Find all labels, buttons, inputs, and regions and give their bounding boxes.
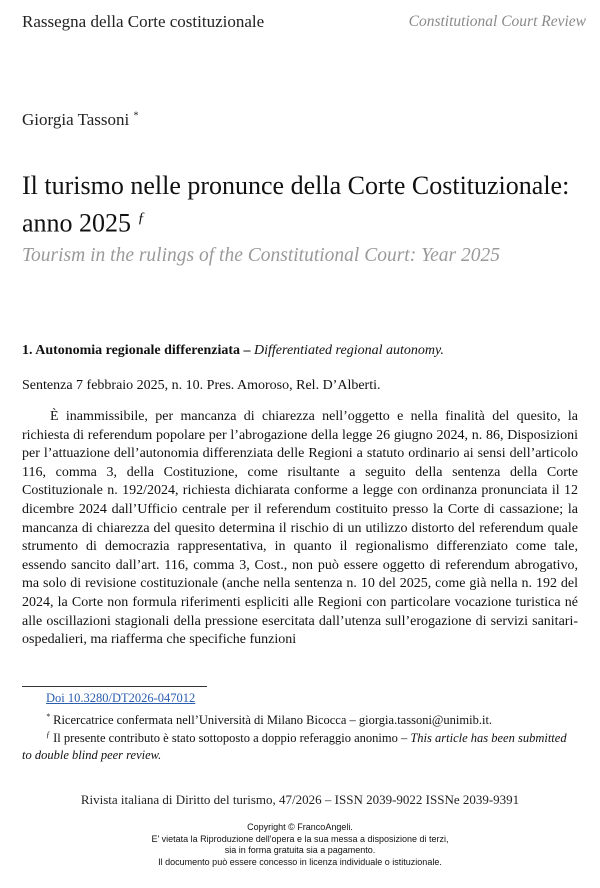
body-paragraph: È inammissibile, per mancanza di chiarezza nell’oggetto e nella finalità del quesito, la richiesta di referendum popolare per l’abrogazione della legge 26 giugno 2024, n. 86, Disposizioni per l’attuazione dell’autonomia differenziata delle Regioni a statuto ordinario ai sensi dell’articolo 116, comma 3, della Costituzione, come risultante a seguito della sentenza della Corte Costituzionale n. 192/2024, richiesta dichiarata conforme a legge con ordinanza pronunciata il 12 dicembre 2024 dall’Ufficio centrale per il referendum costituito presso la Corte di cassazione; la mancanza di chiarezza del quesito determina il rischio di un utilizzo distorto del referendum quale strumento di democrazia rappresentativa, in quanto il regionalismo differenziato come tale, essendo sancito dall’art. 116, comma 3, Cost., non può essere oggetto di referendum abrogativo, ma solo di revisione costituzionale (anche nella sentenza n. 10 del 2025, come già nella n. 192 del 2024, la Corte non formula riferimenti espliciti alle Regioni con particolare vocazione turistica né alle oscillazioni stagionali della pressione esercitata dall’utenza sull’erogazione di servizi sanitari-ospedalieri, ma riafferma che specifiche funzioni bbox=[22, 409, 578, 648]
copyright-notice bbox=[0, 822, 600, 868]
section-heading-italian: 1. Autonomia regionale differenziata – bbox=[22, 343, 251, 358]
doi-link[interactable]: Doi 10.3280/DT2026-047012 bbox=[46, 691, 196, 705]
footnote-author-affiliation bbox=[22, 709, 578, 729]
copyright-line-2: E' vietata la Riproduzione dell'opera e la sua messa a disposizione di terzi, bbox=[151, 833, 449, 844]
footnote-2-text: Il presente contributo è stato sottoposto a doppio referaggio anonimo – bbox=[50, 731, 411, 746]
author-line bbox=[22, 110, 139, 130]
footnote-divider bbox=[22, 686, 207, 687]
footnote-peer-review bbox=[22, 727, 578, 763]
copyright-line-3: sia in forma gratuita sia a pagamento. bbox=[224, 845, 376, 855]
running-header bbox=[22, 12, 586, 36]
footnote-1-text: Ricercatrice confermata nell’Università di Milano Bicocca – giorgia.tassoni@unimib.it. bbox=[50, 713, 493, 728]
copyright-line-1: Copyright © FrancoAngeli. bbox=[247, 822, 353, 832]
article-title bbox=[22, 170, 582, 240]
article-subtitle-english: Tourism in the rulings of the Constitutional Court: Year 2025 bbox=[22, 245, 501, 266]
section-heading-english: Differentiated regional autonomy. bbox=[254, 343, 444, 358]
footnote-2-mark: ƒ bbox=[46, 730, 50, 739]
author-footnote-mark: * bbox=[133, 110, 139, 122]
header-journal-name-english: Constitutional Court Review bbox=[408, 13, 586, 30]
section-heading bbox=[22, 342, 578, 360]
header-journal-name: Rassegna della Corte costituzionale bbox=[22, 12, 265, 31]
journal-issn-line: Rivista italiana di Diritto del turismo, 47/2026 – ISSN 2039-9022 ISSNe 2039-9391 bbox=[80, 792, 520, 807]
title-footnote-mark: ƒ bbox=[137, 210, 146, 226]
article-title-text: Il turismo nelle pronunce della Corte Costituzionale: anno 2025 bbox=[22, 171, 570, 238]
footnote-1-mark: * bbox=[46, 712, 50, 721]
copyright-line-4: Il documento può essere concesso in licenza individuale o istituzionale. bbox=[158, 856, 442, 867]
author-name: Giorgia Tassoni bbox=[22, 110, 130, 129]
ruling-reference: Sentenza 7 febbraio 2025, n. 10. Pres. Amoroso, Rel. D’Alberti. bbox=[22, 378, 381, 393]
footnote-2-english: This article has been submitted to double blind peer review. bbox=[22, 731, 567, 762]
